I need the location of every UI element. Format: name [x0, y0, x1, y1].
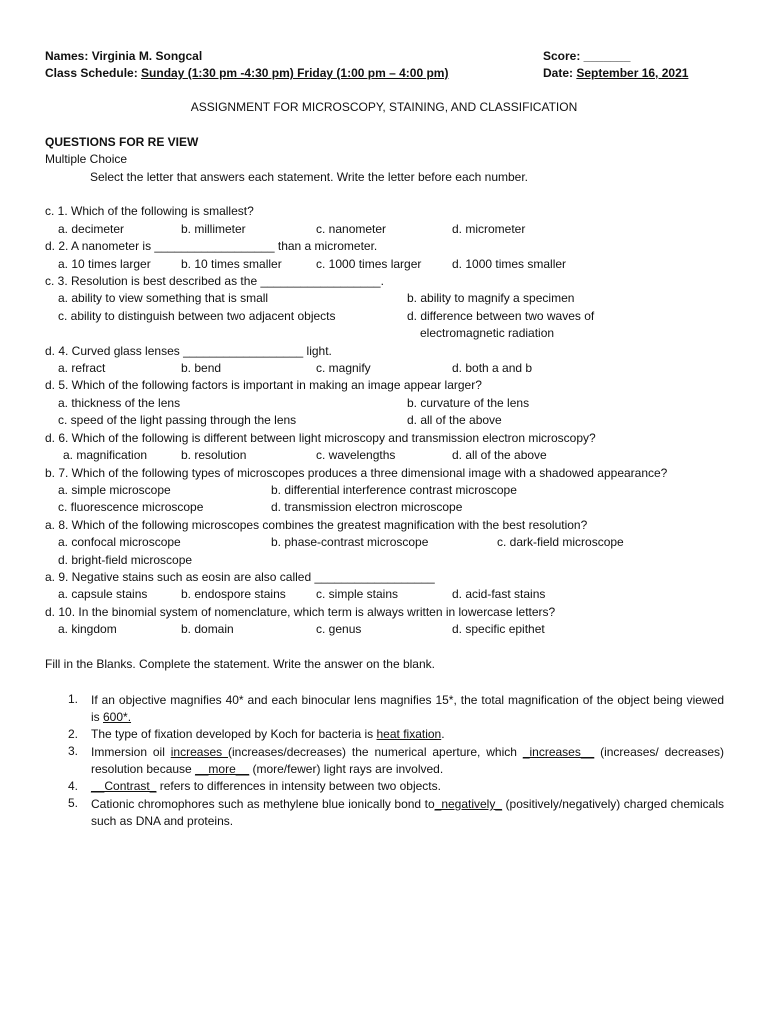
schedule-label: Class Schedule: [45, 66, 142, 80]
question-stem: a. 8. Which of the following microscopes combines the greatest magnification with the best resolution? [45, 518, 588, 532]
fill-item-number: 2. [68, 727, 79, 741]
fill-item-text [91, 727, 445, 741]
section-subheading-mc: Multiple Choice [45, 152, 128, 166]
option-a: a. magnification [63, 448, 148, 462]
names-line [45, 49, 202, 63]
option-b: b. endospore stains [181, 587, 286, 601]
option-a: a. kingdom [58, 622, 117, 636]
fill-item-answer: increases [170, 745, 228, 759]
option-a: a. capsule stains [58, 587, 148, 601]
fill-item-middle: (increases/decreases) the numerical aperture, which [228, 745, 523, 759]
option-a: a. simple microscope [58, 483, 171, 497]
fill-item-number: 3. [68, 744, 79, 758]
option-d: d. all of the above [407, 413, 502, 427]
question-stem: d. 2. A nanometer is __________________ than a micrometer. [45, 239, 378, 253]
question-stem: c. 3. Resolution is best described as the __________________. [45, 274, 384, 288]
option-c: c. 1000 times larger [316, 257, 422, 271]
option-c: c. wavelengths [316, 448, 396, 462]
option-d: d. difference between two waves of [407, 309, 595, 323]
student-name: Virginia M. Songcal [91, 49, 203, 63]
date-value: September 16, 2021 [576, 66, 689, 80]
option-a: a. 10 times larger [58, 257, 151, 271]
option-a: a. ability to view something that is small [58, 291, 269, 305]
option-b: b. differential interference contrast microscope [271, 483, 517, 497]
option-b: b. phase-contrast microscope [271, 535, 429, 549]
fill-item-answer: heat fixation [376, 727, 442, 741]
option-c: c. nanometer [316, 222, 387, 236]
option-b: b. resolution [181, 448, 247, 462]
option-a: a. thickness of the lens [58, 396, 181, 410]
option-a: a. decimeter [58, 222, 125, 236]
page-title: ASSIGNMENT FOR MICROSCOPY, STAINING, AND CLASSIFICATION [190, 100, 578, 114]
date-label: Date: [543, 66, 577, 80]
schedule-value: Sunday (1:30 pm -4:30 pm) Friday (1:00 pm – 4:00 pm) [141, 66, 449, 80]
option-c: c. genus [316, 622, 362, 636]
question-stem: a. 9. Negative stains such as eosin are also called __________________ [45, 570, 435, 584]
option-d: d. acid-fast stains [452, 587, 546, 601]
fill-item-number: 5. [68, 796, 79, 810]
fill-item-answer: 600*. [103, 710, 132, 724]
fill-item-prompt: Cationic chromophores such as methylene blue ionically bond to [91, 797, 435, 811]
option-c: c. dark-field microscope [497, 535, 624, 549]
option-d: d. both a and b [452, 361, 533, 375]
option-b: b. 10 times smaller [181, 257, 282, 271]
fill-item-text [91, 692, 724, 726]
option-d: d. 1000 times smaller [452, 257, 567, 271]
fill-item-suffix: (more/fewer) light rays are involved. [249, 762, 444, 776]
question-stem: d. 6. Which of the following is different between light microscopy and transmission electron microscopy? [45, 431, 596, 445]
question-stem: d. 5. Which of the following factors is important in making an image appear larger? [45, 378, 482, 392]
fill-item-answer: __Contrast_ [91, 779, 157, 793]
option-b: b. bend [181, 361, 222, 375]
question-stem: b. 7. Which of the following types of microscopes produces a three dimensional image with a shadowed appearance? [45, 466, 668, 480]
fill-item-text [91, 744, 724, 778]
option-c: c. speed of the light passing through the lens [58, 413, 297, 427]
fill-item-answer: _negatively_ [434, 797, 503, 811]
fill-item-suffix: refers to differences in intensity between two objects. [156, 779, 441, 793]
option-b: b. millimeter [181, 222, 246, 236]
option-b: b. domain [181, 622, 234, 636]
option-c: c. simple stains [316, 587, 399, 601]
schedule-line [45, 66, 448, 80]
option-d: d. all of the above [452, 448, 547, 462]
mc-instruction: Select the letter that answers each statement. Write the letter before each number. [90, 170, 529, 184]
question-stem: d. 4. Curved glass lenses __________________ light. [45, 344, 332, 358]
option-d: d. transmission electron microscope [271, 500, 463, 514]
option-d-continued: electromagnetic radiation [420, 326, 555, 340]
option-d: d. micrometer [452, 222, 526, 236]
fill-item-answer: __more__ [195, 762, 250, 776]
question-stem: c. 1. Which of the following is smallest? [45, 204, 254, 218]
option-c: c. ability to distinguish between two adjacent objects [58, 309, 336, 323]
question-stem: d. 10. In the binomial system of nomenclature, which term is always written in lowercase letters? [45, 605, 556, 619]
fill-item-text [91, 796, 724, 830]
option-c: c. magnify [316, 361, 371, 375]
fill-item-suffix: . [441, 727, 445, 741]
option-b: b. curvature of the lens [407, 396, 530, 410]
fill-item-prompt: The type of fixation developed by Koch for bacteria is [91, 727, 377, 741]
fill-item-prompt: Immersion oil [91, 745, 171, 759]
date-line [543, 66, 688, 80]
option-d: d. specific epithet [452, 622, 545, 636]
fill-item-text [91, 779, 441, 793]
section-heading-review: QUESTIONS FOR RE VIEW [45, 135, 199, 149]
fill-item-middle: (increases/ decreases) resolution because [91, 745, 724, 776]
section-heading-fill: Fill in the Blanks. Complete the statement. Write the answer on the blank. [45, 657, 435, 671]
option-a: a. confocal microscope [58, 535, 181, 549]
fill-item-prompt: If an objective magnifies 40* and each binocular lens magnifies 15*, the total magnification of the object being viewed is [91, 693, 724, 724]
option-a: a. refract [58, 361, 106, 375]
option-c: c. fluorescence microscope [58, 500, 204, 514]
score-field: Score: _______ [543, 49, 631, 63]
fill-item-number: 4. [68, 779, 79, 793]
names-label: Names: [45, 49, 92, 63]
option-b: b. ability to magnify a specimen [407, 291, 575, 305]
fill-item-suffix: (positively/negatively) charged chemicals such as DNA and proteins. [91, 797, 724, 828]
fill-item-number: 1. [68, 692, 79, 706]
option-d: d. bright-field microscope [58, 553, 193, 567]
fill-item-answer: _increases__ [522, 745, 595, 759]
